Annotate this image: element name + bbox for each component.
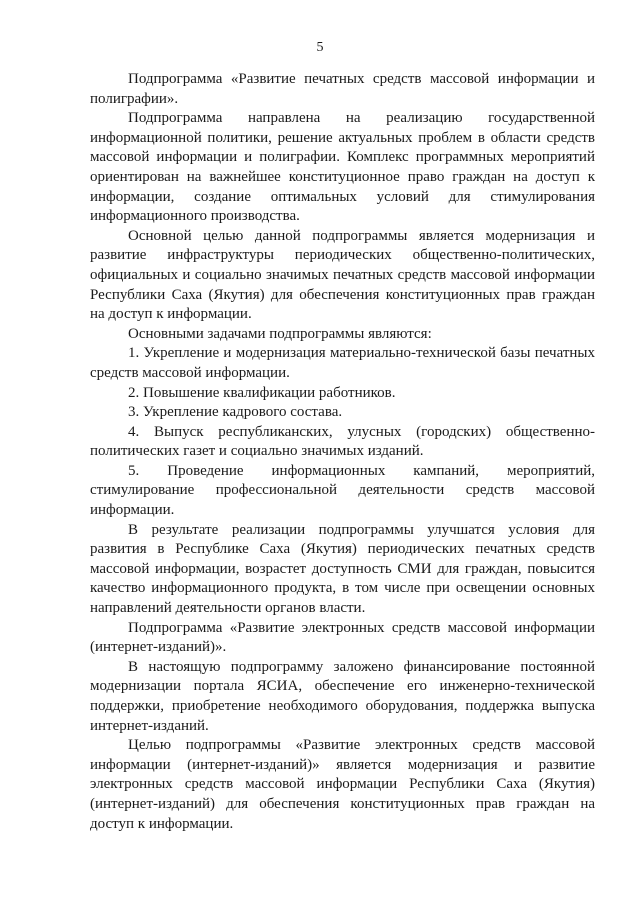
list-item-task-5: 5. Проведение информационных кампаний, мероприятий, стимулирование профессиональной деятельности средств массовой информации. [90,462,595,519]
page-number: 5 [316,40,324,55]
list-item-task-1: 1. Укрепление и модернизация материально-технической базы печатных средств массовой информации. [90,345,595,381]
paragraph-subprogram-print-title: Подпрограмма «Развитие печатных средств массовой информации и полиграфии». [90,71,595,107]
document-body [90,70,595,834]
paragraph-tasks-heading: Основными задачами подпрограммы являются: [128,325,432,342]
list-item-task-2: 2. Повышение квалификации работников. [128,384,396,401]
paragraph-subprogram-electronic-title: Подпрограмма «Развитие электронных средств массовой информации (интернет-изданий)». [90,619,595,656]
list-item-task-4: 4. Выпуск республиканских, улусных (городских) общественно-политических газет и социально значимых изданий. [90,423,595,460]
paragraph-subprogram-print-purpose: Подпрограмма направлена на реализацию государственной информационной политики, решение актуальных проблем в области средств массовой информации и полиграфии. Комплекс программных мероприятий ориентирован на важнейшее конституционное право граждан на доступ к информации, создание оптимальных условий для стимулирования информационного производства. [90,110,595,225]
paragraph-electronic-funding: В настоящую подпрограмму заложено финансирование постоянной модернизации портала ЯСИА, обеспечение его инженерно-технической поддержки, приобретение необходимого оборудования, поддержка выпуска интернет-изданий. [90,658,595,734]
paragraph-print-results: В результате реализации подпрограммы улучшатся условия для развития в Республике Саха (Якутия) периодических печатных средств массовой информации, возрастет доступность СМИ для граждан, повысится качество информационного продукта, в том числе при освещении основных направлений деятельности органов власти. [90,521,595,617]
paragraph-electronic-goal: Целью подпрограммы «Развитие электронных средств массовой информации (интернет-изданий)» является модернизация и развитие электронных средств массовой информации Республики Саха (Якутия) (интернет-изданий) для обеспечения конституционных прав граждан на доступ к информации. [90,737,595,832]
list-item-task-3: 3. Укрепление кадрового состава. [128,404,343,421]
paragraph-subprogram-print-goal: Основной целью данной подпрограммы является модернизация и развитие инфраструктуры периодических общественно-политических, официальных и социально значимых печатных средств массовой информации Республики Саха (Якутия) для обеспечения конституционных прав граждан на доступ к информации. [90,227,595,323]
